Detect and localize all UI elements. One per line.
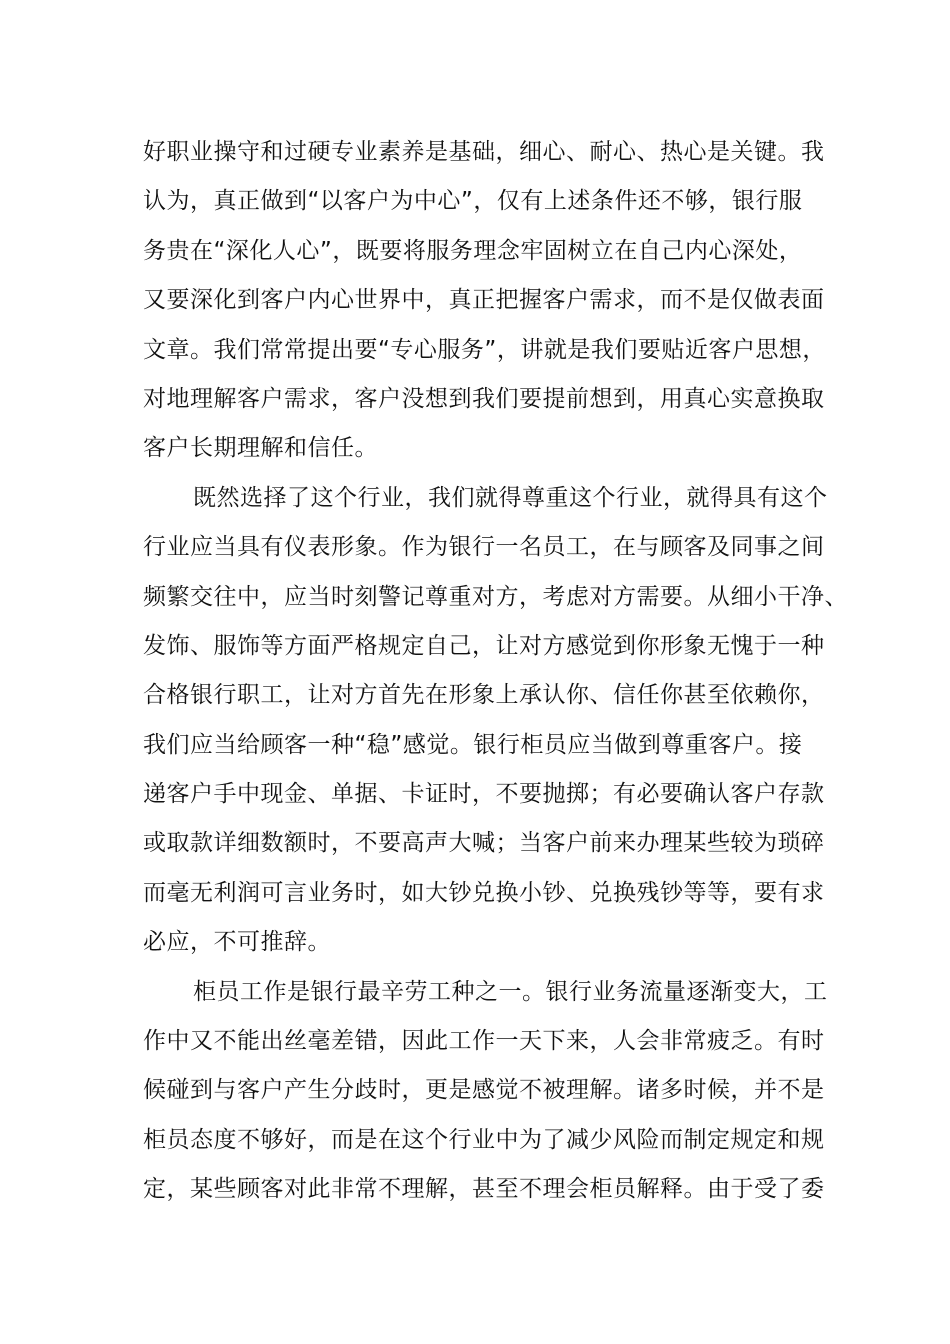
text-line: 候碰到与客户产生分歧时，更是感觉不被理解。诸多时候，并不是 bbox=[143, 1077, 825, 1104]
text-line: 合格银行职工，让对方首先在形象上承认你、信任你甚至依赖你， bbox=[143, 682, 825, 709]
text-line: 定，某些顾客对此非常不理解，甚至不理会柜员解释。由于受了委 bbox=[143, 1176, 825, 1203]
paragraph bbox=[143, 968, 828, 1215]
text-line: 频繁交往中，应当时刻警记尊重对方，考虑对方需要。从细小干净、 bbox=[143, 583, 848, 610]
text-line: 而毫无利润可言业务时，如大钞兑换小钞、兑换残钞等等，要有求 bbox=[143, 879, 825, 906]
text-line: 好职业操守和过硬专业素养是基础，细心、耐心、热心是关键。我 bbox=[143, 139, 825, 165]
text-line: 认为，真正做到“以客户为中心”，仅有上述条件还不够，银行服 bbox=[143, 188, 803, 215]
text-line: 柜员工作是银行最辛劳工种之一。银行业务流量逐渐变大，工 bbox=[193, 978, 828, 1005]
text-line: 作中又不能出丝毫差错，因此工作一天下来，人会非常疲乏。有时 bbox=[143, 1028, 825, 1055]
text-line: 又要深化到客户内心世界中，真正把握客户需求，而不是仅做表面 bbox=[143, 287, 825, 314]
text-line: 或取款详细数额时，不要高声大喊；当客户前来办理某些较为琐碎 bbox=[143, 830, 825, 857]
text-line: 对地理解客户需求，客户没想到我们要提前想到，用真心实意换取 bbox=[143, 385, 825, 412]
paragraph bbox=[143, 474, 848, 968]
text-line: 务贵在“深化人心”，既要将服务理念牢固树立在自己内心深处， bbox=[143, 237, 803, 264]
text-line: 柜员态度不够好，而是在这个行业中为了减少风险而制定规定和规 bbox=[143, 1126, 825, 1153]
text-line: 我们应当给顾客一种“稳”感觉。银行柜员应当做到尊重客户。接 bbox=[143, 731, 803, 758]
text-line: 必应，不可推辞。 bbox=[143, 929, 331, 956]
text-line: 行业应当具有仪表形象。作为银行一名员工，在与顾客及同事之间 bbox=[143, 534, 825, 561]
body-text bbox=[143, 128, 848, 1215]
text-line: 递客户手中现金、单据、卡证时，不要抛掷；有必要确认客户存款 bbox=[143, 781, 825, 808]
text-line: 文章。我们常常提出要“专心服务”，讲就是我们要贴近客户思想， bbox=[143, 336, 826, 363]
text-line: 客户长期理解和信任。 bbox=[143, 435, 378, 462]
text-line: 发饰、服饰等方面严格规定自己，让对方感觉到你形象无愧于一种 bbox=[143, 632, 825, 659]
text-line: 既然选择了这个行业，我们就得尊重这个行业，就得具有这个 bbox=[193, 484, 828, 511]
paragraph bbox=[143, 128, 826, 474]
